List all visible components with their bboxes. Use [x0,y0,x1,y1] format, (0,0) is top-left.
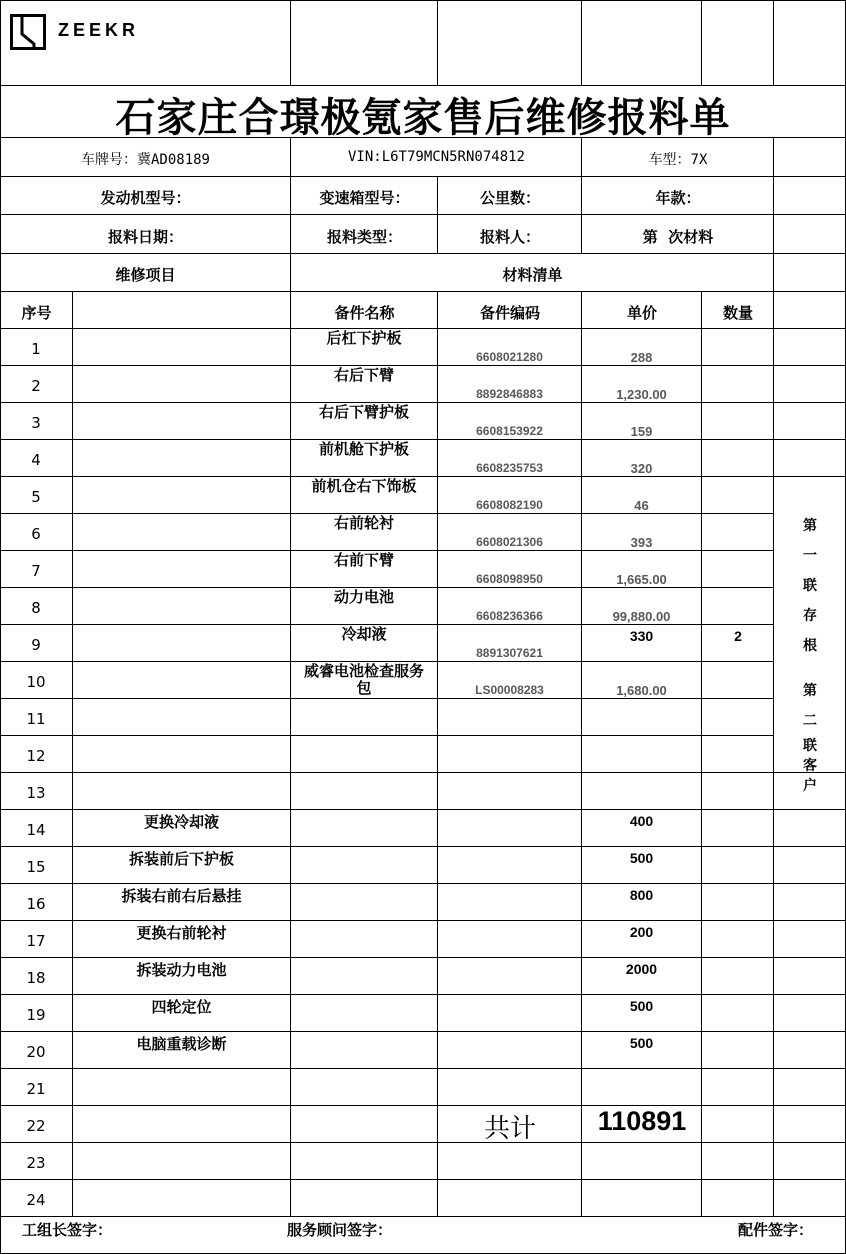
zeekr-logo-icon [10,14,46,50]
table-cell [582,699,702,736]
part-price: 46 [634,498,649,513]
table-cell [582,1180,702,1217]
side-cell [774,1032,846,1069]
labor-item: 更换冷却液 [143,813,219,831]
table-cell [702,699,774,736]
labor-price: 2000 [625,961,658,977]
table-cell [702,551,774,588]
labor-item: 电脑重载诊断 [136,1035,227,1053]
car-model: 车型：7X [648,152,708,168]
side-cell [774,810,846,847]
table-cell [73,1143,291,1180]
table-cell [73,588,291,625]
table-cell [73,1106,291,1143]
part-code-header: 备件编码 [479,304,540,322]
part-name: 后杠下护板 [326,329,402,347]
labor-item: 更换右前轮衬 [136,924,227,942]
table-cell [73,403,291,440]
table-cell [702,1106,774,1143]
side-cell [774,1106,846,1143]
report-date-label: 报料日期： [107,228,183,246]
row-number: 7 [31,562,41,580]
info-cell [774,215,846,254]
table-cell [582,736,702,773]
team-leader-signature: 工组长签字： [22,1221,113,1239]
table-cell [438,1180,582,1217]
part-price: 393 [630,535,653,550]
labor-item: 四轮定位 [151,998,212,1016]
table-cell [73,440,291,477]
row-number: 12 [26,747,46,765]
side-cell [774,1143,846,1180]
table-cell [702,1069,774,1106]
row-number: 5 [31,488,41,506]
header-cell [73,292,291,329]
table-cell [702,440,774,477]
blank-cell [291,0,438,86]
row-number: 4 [31,451,41,469]
table-cell [438,1143,582,1180]
row-number: 15 [26,858,46,876]
unit-price-header: 单价 [626,304,657,322]
part-price: 99,880.00 [612,609,671,624]
table-cell [438,995,582,1032]
row-number: 1 [31,340,41,358]
material-round-label: 第 次材料 [642,228,714,246]
table-cell [291,847,438,884]
row-number: 21 [26,1080,46,1098]
part-code: 6608098950 [476,572,543,586]
table-cell [291,1069,438,1106]
blank-cell [582,0,702,86]
part-code: 8892846883 [476,387,543,401]
section-cell [774,254,846,292]
table-cell [702,810,774,847]
table-cell [702,1032,774,1069]
table-cell [702,662,774,699]
part-price: 330 [629,628,654,644]
table-cell [702,884,774,921]
row-number: 10 [26,673,46,691]
side-cell [774,847,846,884]
part-code: 6608021306 [476,535,543,549]
labor-item: 拆装动力电池 [136,961,227,979]
copy-note-char: 第 [803,518,817,534]
table-cell [702,366,774,403]
side-cell [774,921,846,958]
part-name: 右前轮衬 [333,514,394,532]
table-cell [702,329,774,366]
row-number: 24 [26,1191,46,1209]
part-price: 288 [630,350,653,365]
table-cell [702,1143,774,1180]
brand-name: ZEEKR [58,20,140,40]
table-cell [582,1143,702,1180]
copy-note-char: 存 [803,608,817,624]
table-cell [73,773,291,810]
table-cell [438,884,582,921]
part-name: 动力电池 [333,588,394,606]
part-price: 320 [630,461,653,476]
table-cell [438,1069,582,1106]
side-cell [774,329,846,366]
table-cell [438,958,582,995]
row-number: 19 [26,1006,46,1024]
table-cell [291,884,438,921]
labor-price: 500 [629,998,654,1014]
table-cell [291,995,438,1032]
table-cell [291,773,438,810]
total-value: 110891 [597,1106,687,1136]
table-cell [438,736,582,773]
row-number: 6 [31,525,41,543]
total-label: 共计 [483,1114,536,1144]
part-code: 6608021280 [476,350,543,364]
row-number: 16 [26,895,46,913]
table-cell [582,773,702,810]
side-cell [774,884,846,921]
table-cell [73,662,291,699]
table-cell [438,699,582,736]
row-number: 22 [26,1117,46,1135]
table-cell [73,1180,291,1217]
labor-price: 500 [629,850,654,866]
row-number: 8 [31,599,41,617]
repair-items-heading: 维修项目 [115,266,176,284]
table-cell [702,514,774,551]
reporter-label: 报料人： [479,228,540,246]
copy-note-char: 二 [803,713,817,729]
part-quantity: 2 [734,628,742,644]
row-number: 13 [26,784,46,802]
table-cell [702,403,774,440]
side-cell [774,403,846,440]
copy-note-char: 客 [803,758,817,774]
header-cell [774,292,846,329]
table-cell [73,699,291,736]
table-cell [438,847,582,884]
engine-model-label: 发动机型号： [100,189,191,207]
table-cell [702,995,774,1032]
copy-note-char: 根 [803,638,817,654]
labor-price: 400 [629,813,654,829]
part-code: 6608082190 [476,498,543,512]
table-cell [702,958,774,995]
row-number: 17 [26,932,46,950]
part-name: 冷却液 [341,625,387,643]
labor-price: 800 [629,887,654,903]
blank-cell [438,0,582,86]
advisor-signature: 服务顾问签字： [287,1221,393,1239]
vin-number: VIN:L6T79MCN5RN074812 [347,149,525,165]
side-cell [774,995,846,1032]
part-price: 1,665.00 [616,572,667,587]
mileage-label: 公里数： [479,189,540,207]
copy-note-char: 第 [803,683,817,699]
table-cell [73,477,291,514]
table-cell [73,551,291,588]
table-cell [73,1069,291,1106]
table-cell [291,1106,438,1143]
page-title: 石家庄合璟极氪家售后维修报料单 [115,94,731,141]
row-number: 20 [26,1043,46,1061]
table-cell [291,1143,438,1180]
labor-item: 拆装右前右后悬挂 [121,887,242,905]
labor-price: 500 [629,1035,654,1051]
gearbox-model-label: 变速箱型号： [319,189,410,207]
table-cell [702,736,774,773]
side-cell [774,440,846,477]
table-cell [702,773,774,810]
part-price: 159 [630,424,653,439]
parts-signature: 配件签字： [738,1221,814,1239]
info-cell [774,138,846,177]
copy-note-char: 一 [803,548,817,564]
part-name: 前机舱下护板 [318,440,409,458]
table-cell [291,736,438,773]
row-number: 18 [26,969,46,987]
table-cell [702,1180,774,1217]
table-cell [438,773,582,810]
side-cell [774,1069,846,1106]
part-code: 6608235753 [476,461,543,475]
row-number: 2 [31,377,41,395]
part-code: 6608236366 [476,609,543,623]
materials-heading: 材料清单 [502,266,563,284]
labor-item: 拆装前后下护板 [128,850,234,868]
report-type-label: 报料类型： [326,228,402,246]
table-cell [291,1180,438,1217]
side-cell [774,958,846,995]
table-cell [291,958,438,995]
table-cell [73,625,291,662]
part-code: LS00008283 [475,683,544,697]
blank-cell [774,0,846,86]
seq-header: 序号 [21,304,52,322]
table-cell [582,1069,702,1106]
table-cell [702,477,774,514]
side-cell [774,1180,846,1217]
part-code: 8891307621 [476,646,543,660]
info-cell [774,177,846,215]
row-number: 3 [31,414,41,432]
table-cell [73,329,291,366]
part-name-header: 备件名称 [334,304,395,322]
model-year-label: 年款： [655,189,701,207]
labor-price: 200 [629,924,654,940]
table-cell [702,921,774,958]
copy-note-char: 联 [803,738,817,754]
side-cell [774,366,846,403]
copy-note-char: 户 [803,778,817,794]
row-number: 11 [26,710,46,728]
part-name: 威睿电池检查服务包 [303,662,424,697]
part-code: 6608153922 [476,424,543,438]
part-name: 前机仓右下饰板 [311,477,417,495]
quantity-header: 数量 [722,304,753,322]
part-name: 右前下臂 [333,551,394,569]
table-cell [291,699,438,736]
table-cell [438,810,582,847]
table-cell [73,514,291,551]
table-cell [291,1032,438,1069]
table-cell [73,736,291,773]
part-price: 1,680.00 [616,683,667,698]
table-cell [702,588,774,625]
table-cell [438,1032,582,1069]
plate-number: 车牌号：冀AD08189 [80,152,210,168]
part-name: 右后下臂 [333,366,394,384]
part-price: 1,230.00 [616,387,667,402]
table-cell [438,921,582,958]
table-cell [291,810,438,847]
table-cell [702,847,774,884]
copy-note-char: 联 [803,578,817,594]
part-name: 右后下臂护板 [318,403,409,421]
row-number: 14 [26,821,46,839]
row-number: 23 [26,1154,46,1172]
table-cell [291,921,438,958]
row-number: 9 [31,636,41,654]
blank-cell [702,0,774,86]
table-cell [73,366,291,403]
